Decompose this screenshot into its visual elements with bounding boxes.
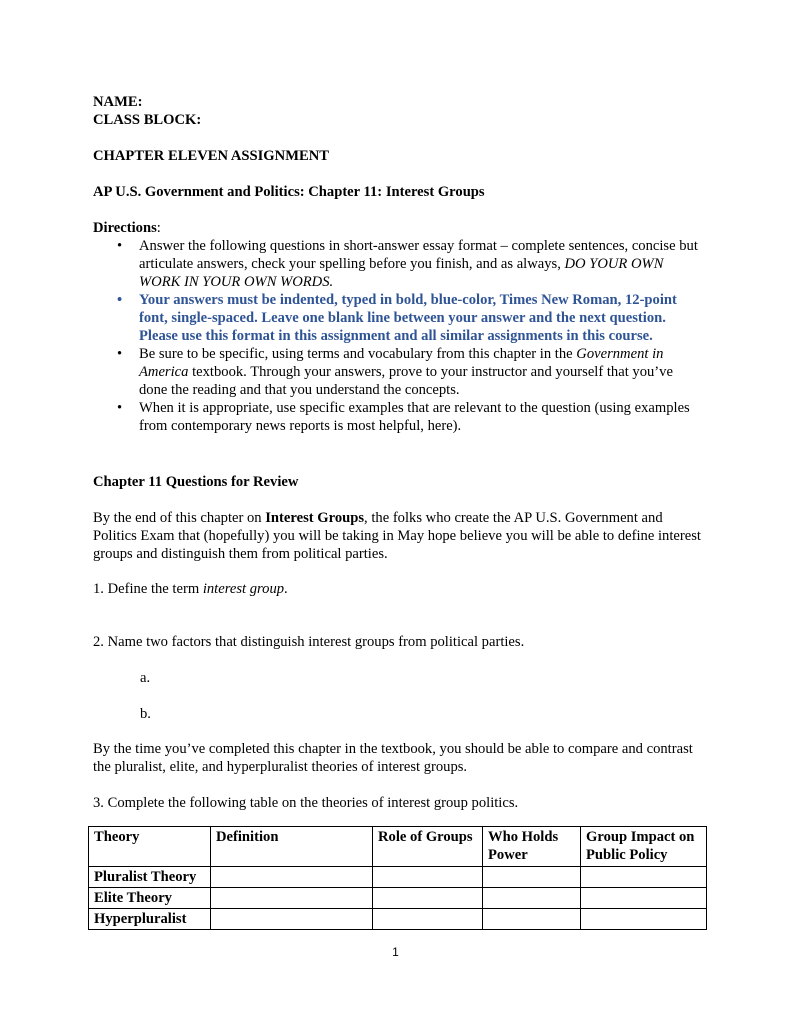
name-label: NAME: <box>93 94 143 110</box>
directions-item-2: • Your answers must be indented, typed in bold, blue-color, Times New Roman, 12-point font, single-spaced. Leave one blank line between your answer and the next question. Please use this format in this assignment and all similar assignments in this course. <box>93 291 703 345</box>
table-cell[interactable] <box>483 888 581 909</box>
table-header-row <box>89 827 707 867</box>
page-number: 1 <box>392 945 399 959</box>
row-pluralist-theory: Pluralist Theory <box>89 867 211 888</box>
question-1-end: . <box>284 581 288 597</box>
question-2: 2. Name two factors that distinguish interest groups from political parties. <box>93 634 525 650</box>
directions-list <box>93 237 703 435</box>
question-2-b: b. <box>140 706 151 722</box>
table-cell[interactable] <box>211 888 373 909</box>
table-cell[interactable] <box>581 888 707 909</box>
review-heading: Chapter 11 Questions for Review <box>93 474 299 490</box>
directions-item-3-pre: Be sure to be specific, using terms and vocabulary from this chapter in the <box>139 346 577 362</box>
question-2-a: a. <box>140 670 151 686</box>
question-3: 3. Complete the following table on the theories of interest group politics. <box>93 795 519 811</box>
directions-item-1 <box>93 237 703 291</box>
table-row <box>89 867 707 888</box>
review-intro-bold: Interest Groups <box>265 510 365 526</box>
theories-intro: By the time you’ve completed this chapter in the textbook, you should be able to compare and contrast the pluralist, elite, and hyperpluralist theories of interest groups. <box>93 741 693 775</box>
directions-item-1-end: . <box>329 274 334 290</box>
directions-label: Directions <box>93 220 157 236</box>
review-intro <box>93 509 703 563</box>
question-1-pre: 1. Define the term <box>93 581 203 597</box>
table-cell[interactable] <box>373 909 483 930</box>
course-line: AP U.S. Government and Politics: Chapter 11: Interest Groups <box>93 184 485 200</box>
header-definition: Definition <box>211 827 373 867</box>
class-block-label: CLASS BLOCK: <box>93 112 202 128</box>
table-cell[interactable] <box>373 888 483 909</box>
row-hyperpluralist: Hyperpluralist <box>89 909 211 930</box>
row-elite-theory: Elite Theory <box>89 888 211 909</box>
table-row <box>89 909 707 930</box>
table-row <box>89 888 707 909</box>
table-cell[interactable] <box>211 867 373 888</box>
header-role-of-groups: Role of Groups <box>373 827 483 867</box>
directions-item-4: • When it is appropriate, use specific examples that are relevant to the question (using examples from contemporary news reports is most helpful, here). <box>93 399 703 435</box>
question-1 <box>93 580 703 598</box>
directions-item-3-post: textbook. Through your answers, prove to your instructor and yourself that you’ve done the reading and that you understand the concepts. <box>139 364 673 398</box>
table-cell[interactable] <box>483 867 581 888</box>
header-theory: Theory <box>89 827 211 867</box>
directions-colon: : <box>156 220 161 236</box>
theories-table <box>88 826 707 930</box>
table-cell[interactable] <box>211 909 373 930</box>
table-cell[interactable] <box>373 867 483 888</box>
directions-item-3-book: Government in America <box>139 346 664 380</box>
table-cell[interactable] <box>581 909 707 930</box>
directions-heading <box>93 219 703 237</box>
header-group-impact: Group Impact on Public Policy <box>581 827 707 867</box>
table-cell[interactable] <box>581 867 707 888</box>
header-who-holds-power: Who Holds Power <box>483 827 581 867</box>
review-intro-post: , the folks who create the AP U.S. Government and Politics Exam that (hopefully) you will be taking in May hope believe you will be able to define interest groups and distinguish them from political parties. <box>93 510 701 562</box>
directions-item-3 <box>93 345 703 399</box>
question-1-term: interest group <box>202 581 285 597</box>
directions-item-1-text: Answer the following questions in short-answer essay format – complete sentences, concise but articulate answers, check your spelling before you finish, and as always, <box>139 238 698 272</box>
table-cell[interactable] <box>483 909 581 930</box>
directions-item-1-emphasis: DO YOUR OWN WORK IN YOUR OWN WORDS <box>139 256 664 290</box>
review-intro-pre: By the end of this chapter on <box>93 510 266 526</box>
assignment-title: CHAPTER ELEVEN ASSIGNMENT <box>93 148 329 164</box>
